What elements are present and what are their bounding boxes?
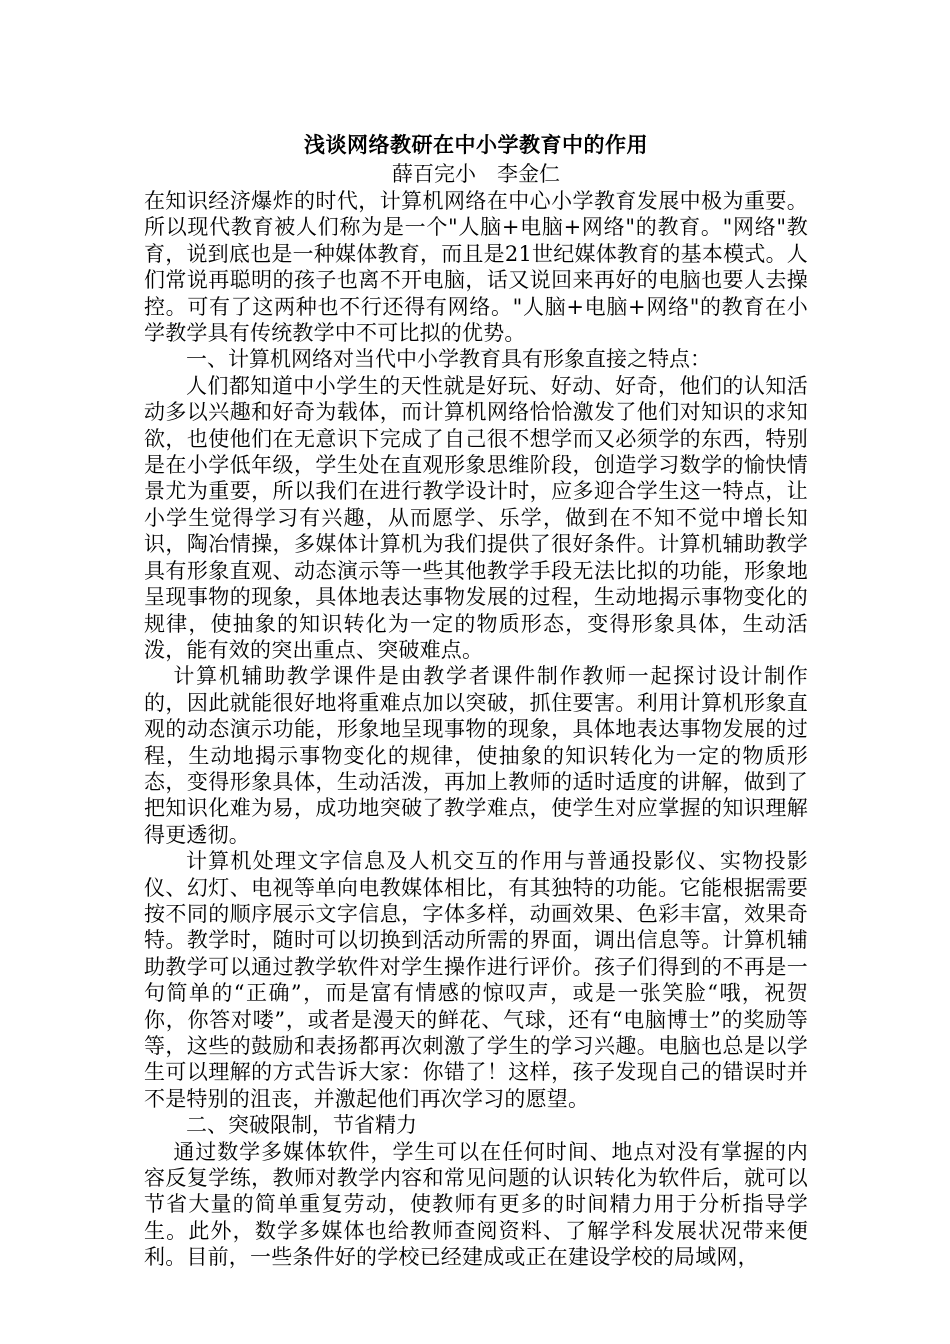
paragraph-intro: 在知识经济爆炸的时代，计算机网络在中心小学教育发展中极为重要。所以现代教育被人们称为是一个"人脑+电脑+网络"的教育。"网络"教育，说到底也是一种媒体教育，而且是21世纪媒体教育的基本模式。人们常说再聪明的孩子也离不开电脑，话又说回来再好的电脑也要人去操控。可有了这两种也不行还得有网络。"人脑+电脑+网络"的教育在小学教学具有传统教学中不可比拟的优势。 xyxy=(144,189,808,346)
section-heading-1: 一、计算机网络对当代中小学教育具有形象直接之特点： xyxy=(186,347,711,372)
document-page xyxy=(144,130,808,1271)
paragraph-4: 通过数学多媒体软件，学生可以在任何时间、地点对没有掌握的内容反复学练，教师对教学内容和常见问题的认识转化为软件后，就可以节省大量的简单重复劳动，使教师有更多的时间精力用于分析指导学生。此外，数学多媒体也给教师查阅资料、了解学科发展状况带来便利。目前，一些条件好的学校已经建成或正在建设学校的局域网， xyxy=(144,1139,808,1270)
paragraph-2: 计算机辅助教学课件是由教学者课件制作教师一起探讨设计制作的，因此就能很好地将重难点加以突破，抓住要害。利用计算机形象直观的动态演示功能，形象地呈现事物的现象，具体地表达事物发展的过程，生动地揭示事物变化的规律，使抽象的知识转化为一定的物质形态，变得形象具体，生动活泼，再加上教师的适时适度的讲解，做到了把知识化难为易，成功地突破了教学难点，使学生对应掌握的知识理解得更透彻。 xyxy=(144,664,808,847)
paragraph-1: 人们都知道中小学生的天性就是好玩、好动、好奇，他们的认知活动多以兴趣和好奇为载体，而计算机网络恰恰激发了他们对知识的求知欲，也使他们在无意识下完成了自己很不想学而又必须学的东西，特别是在小学低年级，学生处在直观形象思维阶段，创造学习数学的愉快情景尤为重要，所以我们在进行教学设计时，应多迎合学生这一特点，让小学生觉得学习有兴趣，从而愿学、乐学，做到在不知不觉中增长知识，陶冶情操，多媒体计算机为我们提供了很好条件。计算机辅助教学具有形象直观、动态演示等一些其他教学手段无法比拟的功能，形象地呈现事物的现象，具体地表达事物发展的过程，生动地揭示事物变化的规律，使抽象的知识转化为一定的物质形态，变得形象具体，生动活泼，能有效的突出重点、突破难点。 xyxy=(144,373,808,662)
paragraph-3: 计算机处理文字信息及人机交互的作用与普通投影仪、实物投影仪、幻灯、电视等单向电教媒体相比，有其独特的功能。它能根据需要按不同的顺序展示文字信息，字体多样，动画效果、色彩丰富，效果奇特。教学时，随时可以切换到活动所需的界面，调出信息等。计算机辅助教学可以通过教学软件对学生操作进行评价。孩子们得到的不再是一句简单的“正确”，而是富有情感的惊叹声，或是一张笑脸“哦，祝贺你，你答对喽”，或者是漫天的鲜花、气球，还有“电脑博士”的奖励等等，这些的鼓励和表扬都再次刺激了学生的学习兴趣。电脑也总是以学生可以理解的方式告诉大家：你错了！这样，孩子发现自己的错误时并不是特别的沮丧，并激起他们再次学习的愿望。 xyxy=(144,849,808,1111)
section-heading-2: 二、突破限制，节省精力 xyxy=(186,1113,417,1138)
document-authors: 薛百完小 李金仁 xyxy=(392,162,560,186)
document-title: 浅谈网络教研在中小学教育中的作用 xyxy=(304,132,648,157)
